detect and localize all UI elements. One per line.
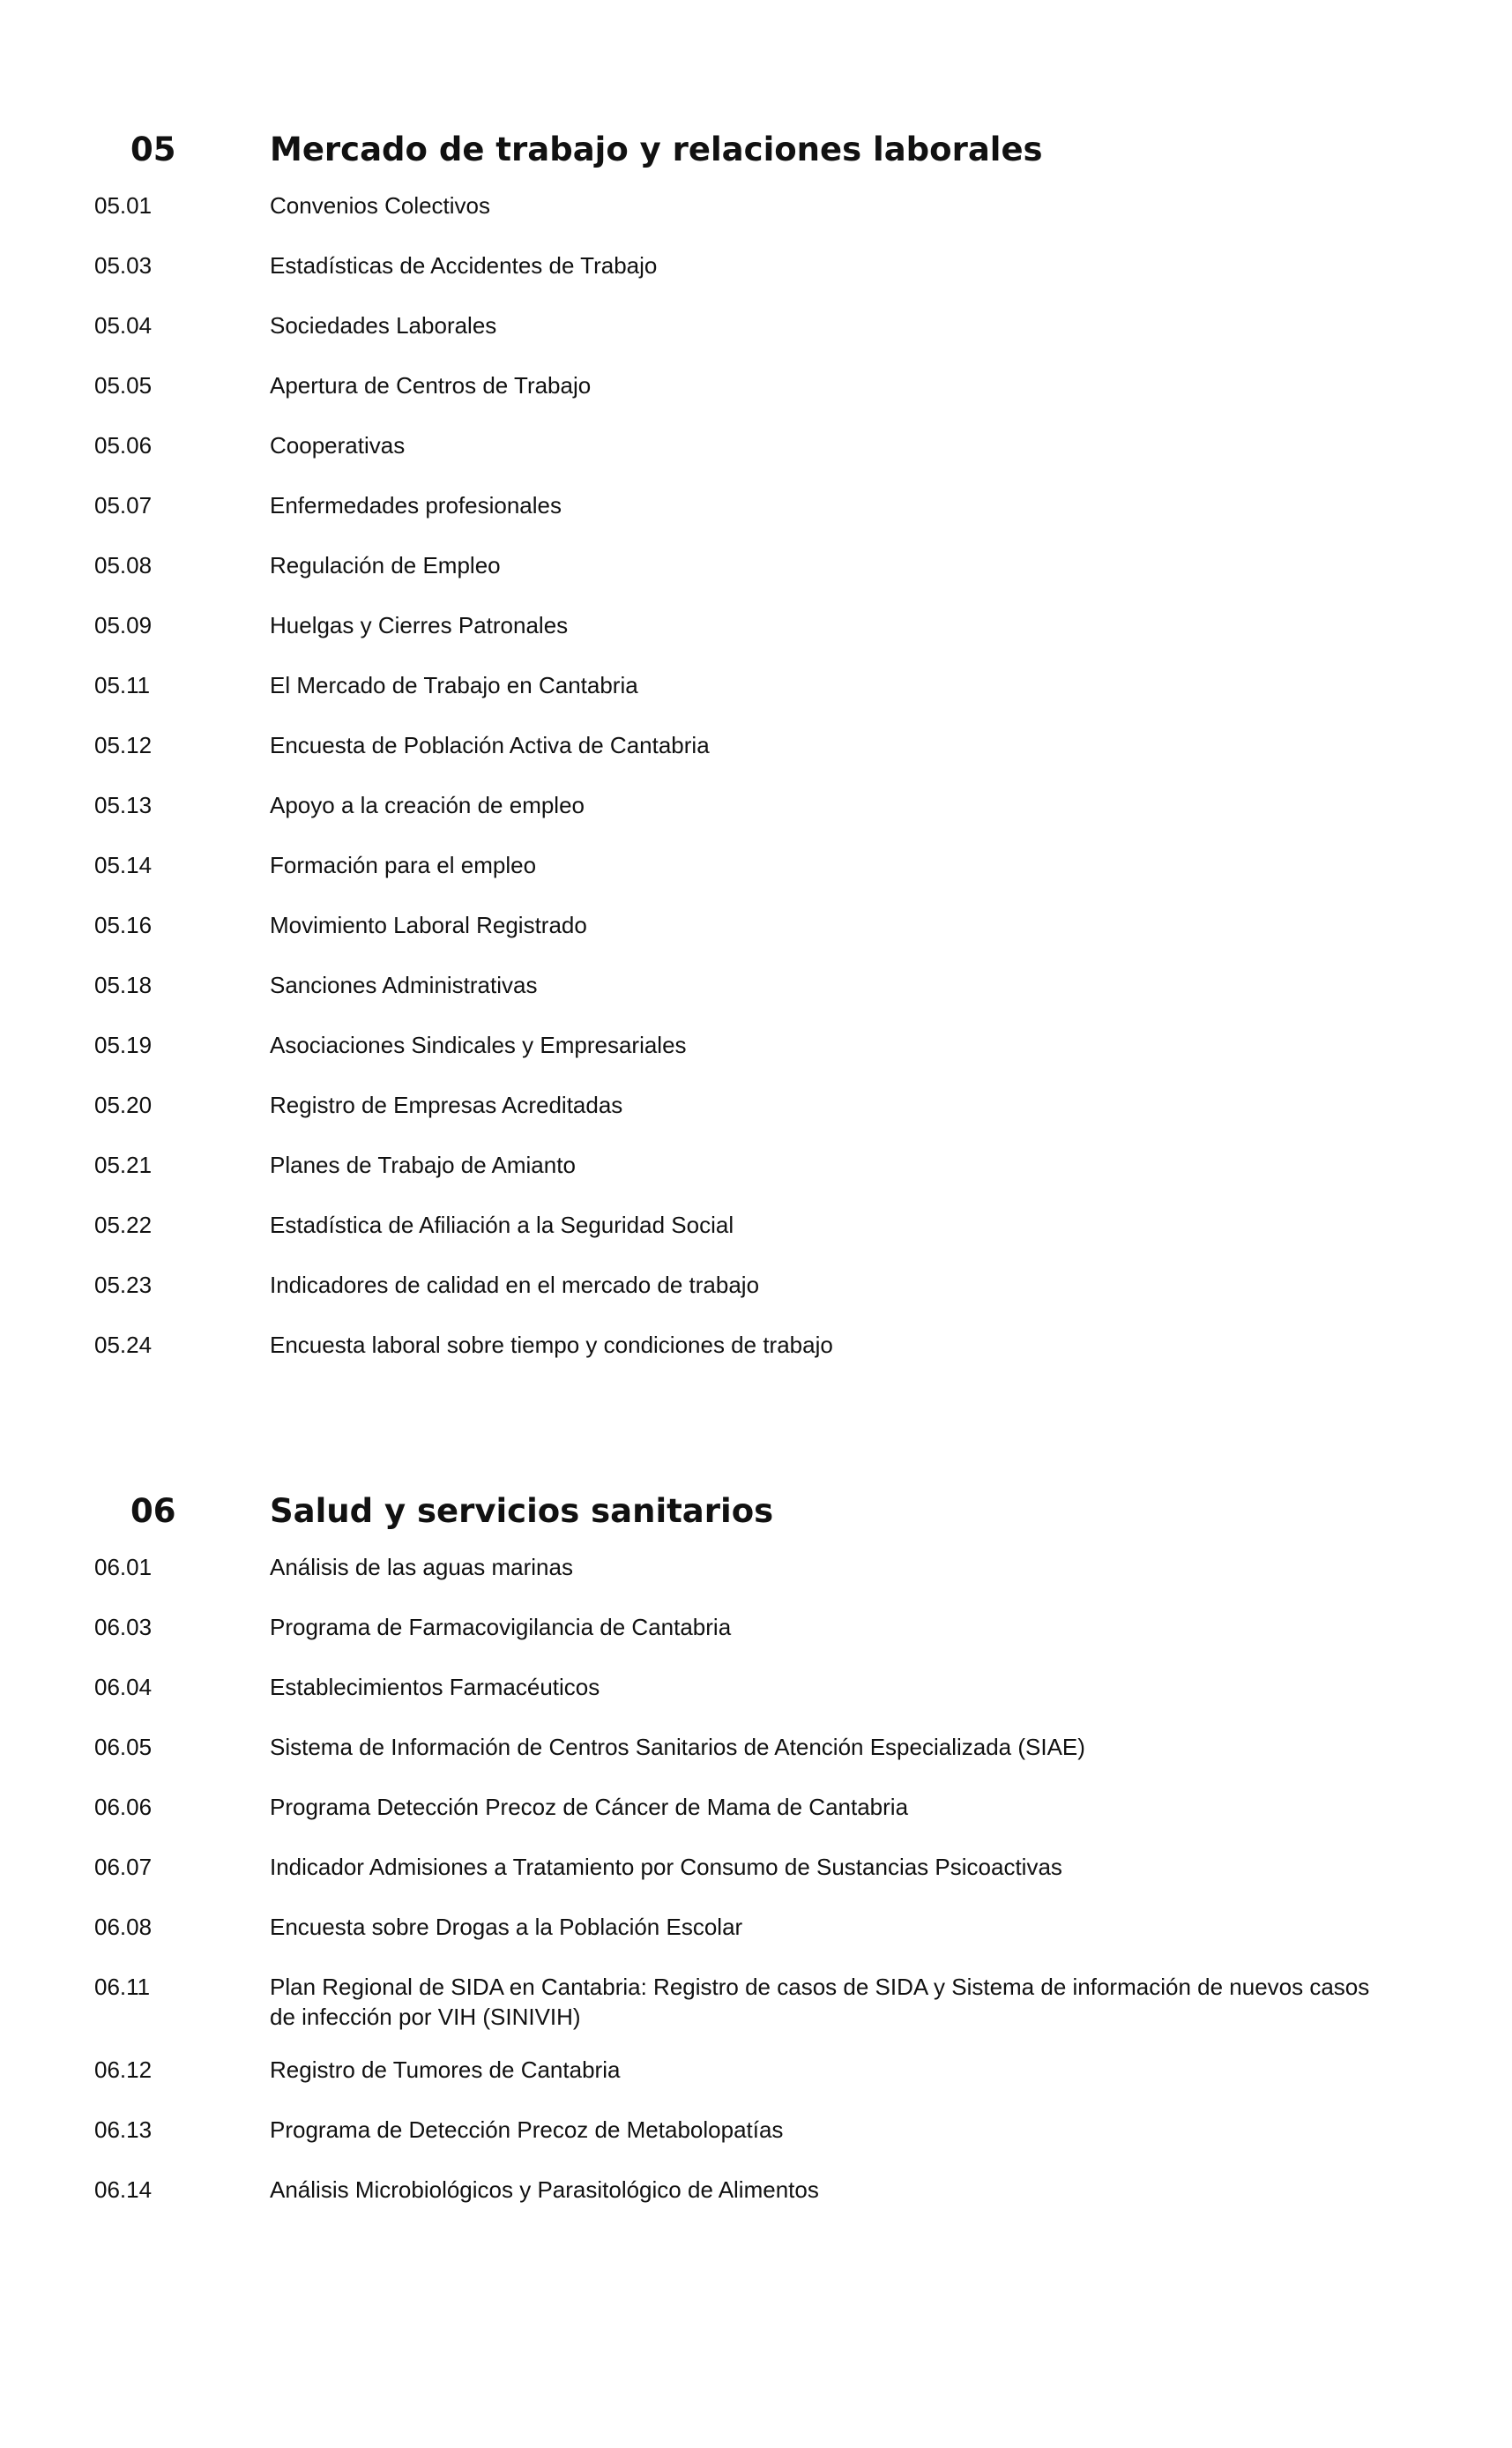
list-item (0, 370, 1512, 430)
entry-code: 05.18 (94, 972, 153, 998)
list-item (0, 430, 1512, 490)
list-item (0, 1912, 1512, 1972)
entry-code: 06.06 (94, 1794, 153, 1820)
entry-code: 06.01 (94, 1554, 153, 1580)
list-item (0, 550, 1512, 610)
entry-code: 06.13 (94, 2116, 153, 2143)
list-item (0, 250, 1512, 310)
entry-code: 05.01 (94, 192, 153, 219)
entry-code: 05.12 (94, 732, 153, 758)
entry-list (0, 1552, 1512, 2235)
entry-title: Regulación de Empleo (270, 552, 501, 578)
entry-title: Sanciones Administrativas (270, 972, 538, 998)
list-item (0, 670, 1512, 730)
list-item (0, 910, 1512, 970)
section-code: 05 (130, 131, 176, 168)
list-item (0, 1732, 1512, 1792)
entry-code: 05.08 (94, 552, 153, 578)
entry-code: 05.09 (94, 612, 153, 638)
entry-title: Encuesta de Población Activa de Cantabria (270, 732, 710, 758)
entry-title: Convenios Colectivos (270, 192, 491, 219)
section-header (0, 1485, 1512, 1538)
list-item (0, 1972, 1512, 2055)
entry-title: Encuesta laboral sobre tiempo y condiciones de trabajo (270, 1332, 833, 1358)
list-item (0, 2175, 1512, 2235)
list-item (0, 190, 1512, 250)
section-05 (0, 123, 1512, 1390)
entry-title: Huelgas y Cierres Patronales (270, 612, 569, 638)
entry-code: 05.04 (94, 312, 153, 339)
list-item (0, 310, 1512, 370)
list-item (0, 1792, 1512, 1852)
list-item (0, 1090, 1512, 1150)
entry-title: Estadísticas de Accidentes de Trabajo (270, 252, 658, 279)
entry-title: Encuesta sobre Drogas a la Población Escolar (270, 1914, 743, 1940)
entry-title: Estadística de Afiliación a la Seguridad Social (270, 1212, 734, 1238)
list-item (0, 1150, 1512, 1210)
list-item (0, 1270, 1512, 1330)
entry-title: Formación para el empleo (270, 852, 537, 878)
entry-code: 06.03 (94, 1614, 153, 1640)
list-item (0, 1612, 1512, 1672)
entry-list (0, 190, 1512, 1390)
entry-code: 05.24 (94, 1332, 153, 1358)
entry-title: Enfermedades profesionales (270, 492, 562, 519)
entry-title: El Mercado de Trabajo en Cantabria (270, 672, 638, 698)
entry-title: Sistema de Información de Centros Sanitarios de Atención Especializada (SIAE) (270, 1734, 1085, 1760)
section-06 (0, 1485, 1512, 2235)
entry-code: 05.14 (94, 852, 153, 878)
section-header (0, 123, 1512, 176)
entry-code: 05.21 (94, 1152, 153, 1178)
entry-code: 05.06 (94, 432, 153, 459)
list-item (0, 1030, 1512, 1090)
entry-code: 05.19 (94, 1032, 153, 1058)
list-item (0, 610, 1512, 670)
entry-title: Plan Regional de SIDA en Cantabria: Registro de casos de SIDA y Sistema de información de nuevos casos de infección por VIH (SINIVIH) (270, 1974, 1370, 2030)
entry-code: 05.23 (94, 1272, 153, 1298)
list-item (0, 1672, 1512, 1732)
entry-code: 06.05 (94, 1734, 153, 1760)
entry-title: Movimiento Laboral Registrado (270, 912, 587, 938)
entry-title: Planes de Trabajo de Amianto (270, 1152, 576, 1178)
entry-title: Programa Detección Precoz de Cáncer de Mama de Cantabria (270, 1794, 909, 1820)
entry-code: 06.12 (94, 2056, 153, 2083)
entry-code: 05.13 (94, 792, 153, 818)
entry-code: 05.03 (94, 252, 153, 279)
list-item (0, 850, 1512, 910)
list-item (0, 970, 1512, 1030)
section-title: Salud y servicios sanitarios (270, 1492, 774, 1530)
entry-code: 05.16 (94, 912, 153, 938)
list-item (0, 2115, 1512, 2175)
entry-code: 05.22 (94, 1212, 153, 1238)
entry-title: Sociedades Laborales (270, 312, 497, 339)
entry-title: Establecimientos Farmacéuticos (270, 1674, 600, 1700)
list-item (0, 490, 1512, 550)
entry-title: Programa de Farmacovigilancia de Cantabria (270, 1614, 732, 1640)
list-item (0, 2055, 1512, 2115)
entry-code: 06.07 (94, 1854, 153, 1880)
section-code: 06 (130, 1492, 176, 1530)
entry-title: Registro de Empresas Acreditadas (270, 1092, 623, 1118)
entry-title: Indicador Admisiones a Tratamiento por Consumo de Sustancias Psicoactivas (270, 1854, 1062, 1880)
entry-title: Indicadores de calidad en el mercado de trabajo (270, 1272, 760, 1298)
list-item (0, 1852, 1512, 1912)
entry-title: Cooperativas (270, 432, 406, 459)
entry-code: 06.04 (94, 1674, 153, 1700)
entry-code: 06.08 (94, 1914, 153, 1940)
entry-title: Apertura de Centros de Trabajo (270, 372, 592, 399)
entry-code: 06.11 (94, 1974, 151, 2000)
list-item (0, 1330, 1512, 1390)
entry-code: 05.11 (94, 672, 151, 698)
list-item (0, 1552, 1512, 1612)
entry-title: Análisis de las aguas marinas (270, 1554, 573, 1580)
entry-code: 05.07 (94, 492, 153, 519)
entry-code: 05.05 (94, 372, 153, 399)
entry-title: Registro de Tumores de Cantabria (270, 2056, 621, 2083)
list-item (0, 790, 1512, 850)
entry-title: Asociaciones Sindicales y Empresariales (270, 1032, 687, 1058)
entry-title: Programa de Detección Precoz de Metabolopatías (270, 2116, 784, 2143)
entry-title: Apoyo a la creación de empleo (270, 792, 585, 818)
entry-code: 05.20 (94, 1092, 153, 1118)
entry-code: 06.14 (94, 2176, 153, 2203)
entry-title: Análisis Microbiológicos y Parasitológico de Alimentos (270, 2176, 819, 2203)
list-item (0, 1210, 1512, 1270)
section-title: Mercado de trabajo y relaciones laborales (270, 131, 1043, 168)
list-item (0, 730, 1512, 790)
